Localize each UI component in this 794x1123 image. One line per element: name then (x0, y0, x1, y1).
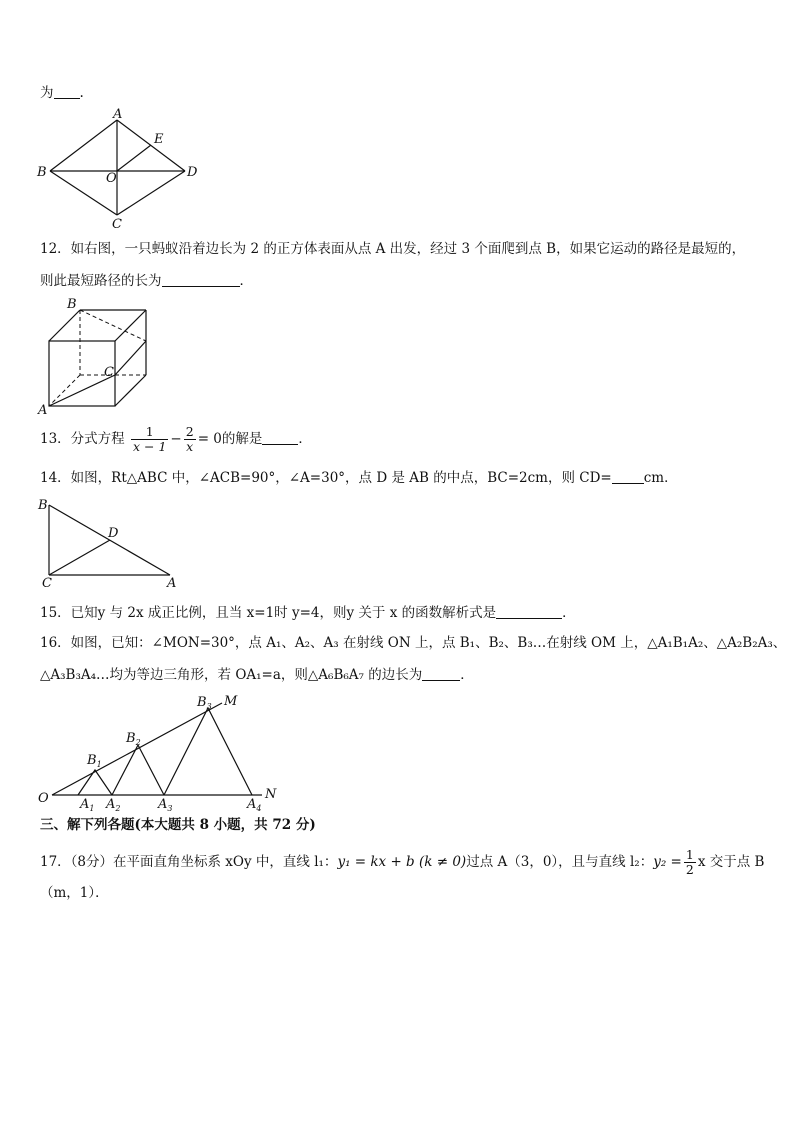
q17-eq2-left: y₂ = (653, 854, 682, 870)
q16-line2-text: △A₃B₃A₄…均为等边三角形，若 OA₁=a，则△A₆B₆A₇ 的边长为 (40, 667, 423, 683)
rhombus-label-b: B (37, 165, 47, 180)
q14-text: 14．如图，Rt△ABC 中，∠ACB=90°，∠A=30°，点 D 是 AB 的中点，BC=2cm，则 CD= (40, 470, 612, 486)
rays-label-o: O (38, 791, 49, 806)
q12-answer-blank[interactable] (162, 272, 240, 287)
q13-f1-numerator: 1 (131, 425, 168, 440)
rays-label-a3: $A_3$ (158, 797, 173, 813)
cube-label-b: B (67, 297, 77, 312)
q13-equals: = 0的解是 (197, 431, 263, 447)
q15-text: 15．已知y 与 2x 成正比例，且当 x=1时 y=4，则y 关于 x 的函数解析式是 (40, 605, 497, 621)
q12-line2 (40, 272, 253, 290)
q17-part2: 过点 A（3，0），且与直线 l₂： (466, 854, 654, 870)
q13-line (40, 425, 312, 454)
rhombus-label-o: O (106, 171, 117, 186)
rays-label-a4: $A_4$ (247, 797, 262, 813)
q17-line1 (40, 848, 764, 877)
rays-label-b2: $B_2$ (126, 731, 141, 747)
q13-minus: − (170, 431, 182, 447)
rays-label-b3: $B_3$ (197, 695, 212, 711)
rays-label-a1: $A_1$ (80, 797, 95, 813)
rhombus-label-d: D (187, 165, 198, 180)
rays-label-n: N (265, 787, 277, 802)
section-3-title: 三、解下列各题(本大题共 8 小题，共 72 分) (40, 817, 316, 833)
rhombus-label-a: A (113, 107, 123, 122)
cube-label-c: C (104, 365, 114, 380)
q15-end: ． (562, 605, 576, 621)
q11-suffix: . (79, 85, 84, 101)
q14-answer-blank[interactable] (612, 469, 644, 484)
q17-eq1: y₁ = kx + b (k ≠ 0) (337, 854, 467, 870)
rays-label-a2: $A_2$ (106, 797, 121, 813)
q13-prefix: 13．分式方程 (40, 431, 125, 447)
q13-fraction-2 (184, 425, 196, 454)
q13-answer-blank[interactable] (262, 430, 298, 445)
q16-line2-end: ． (460, 667, 474, 683)
q12-line1: 12．如右图，一只蚂蚁沿着边长为 2 的正方体表面从点 A 出发，经过 3 个面爬到点 B，如果它运动的路径是最短的， (40, 241, 746, 257)
q13-f2-denominator: x (186, 439, 194, 454)
rays-label-b1: $B_1$ (87, 753, 102, 769)
q12-line2-end: ． (239, 273, 253, 289)
q17-eq2-numerator: 1 (685, 847, 694, 862)
triangle-label-b: B (38, 498, 48, 513)
rhombus-label-c: C (112, 217, 122, 232)
q14-end: cm． (643, 470, 678, 486)
q14-line (40, 469, 678, 487)
q16-answer-blank[interactable] (422, 666, 460, 681)
rhombus-label-e: E (154, 132, 164, 147)
q15-answer-blank[interactable] (496, 604, 562, 619)
q17-part1: 17．（8分）在平面直角坐标系 xOy 中，直线 l₁： (40, 854, 338, 870)
cube-label-a: A (38, 403, 48, 418)
q15-line (40, 604, 576, 622)
rays-label-m: M (224, 694, 238, 709)
q13-f2-numerator: 2 (185, 424, 194, 439)
q11-tail-line (40, 84, 84, 102)
triangle-label-c: C (42, 576, 52, 591)
q17-eq2-right: x 交于点 B (697, 854, 765, 870)
q16-line1: 16．如图，已知：∠MON=30°，点 A₁、A₂、A₃ 在射线 ON 上，点 B₁、B₂、B₃…在射线 OM 上，△A₁B₁A₂、△A₂B₂A₃、 (40, 635, 787, 651)
triangle-label-d: D (108, 526, 119, 541)
triangle-label-a: A (167, 576, 177, 591)
q13-fraction-1 (131, 425, 168, 454)
q11-prefix: 为 (40, 85, 54, 101)
q17-line2: （m，1）． (40, 885, 109, 901)
q11-answer-blank[interactable] (54, 84, 80, 99)
q17-eq2-fraction (684, 848, 696, 877)
q16-line2 (40, 666, 474, 684)
q13-end: ． (298, 431, 312, 447)
q17-eq2-denominator: 2 (685, 862, 694, 877)
q12-line2-text: 则此最短路径的长为 (40, 273, 162, 289)
q13-f1-denominator: x − 1 (132, 439, 167, 454)
